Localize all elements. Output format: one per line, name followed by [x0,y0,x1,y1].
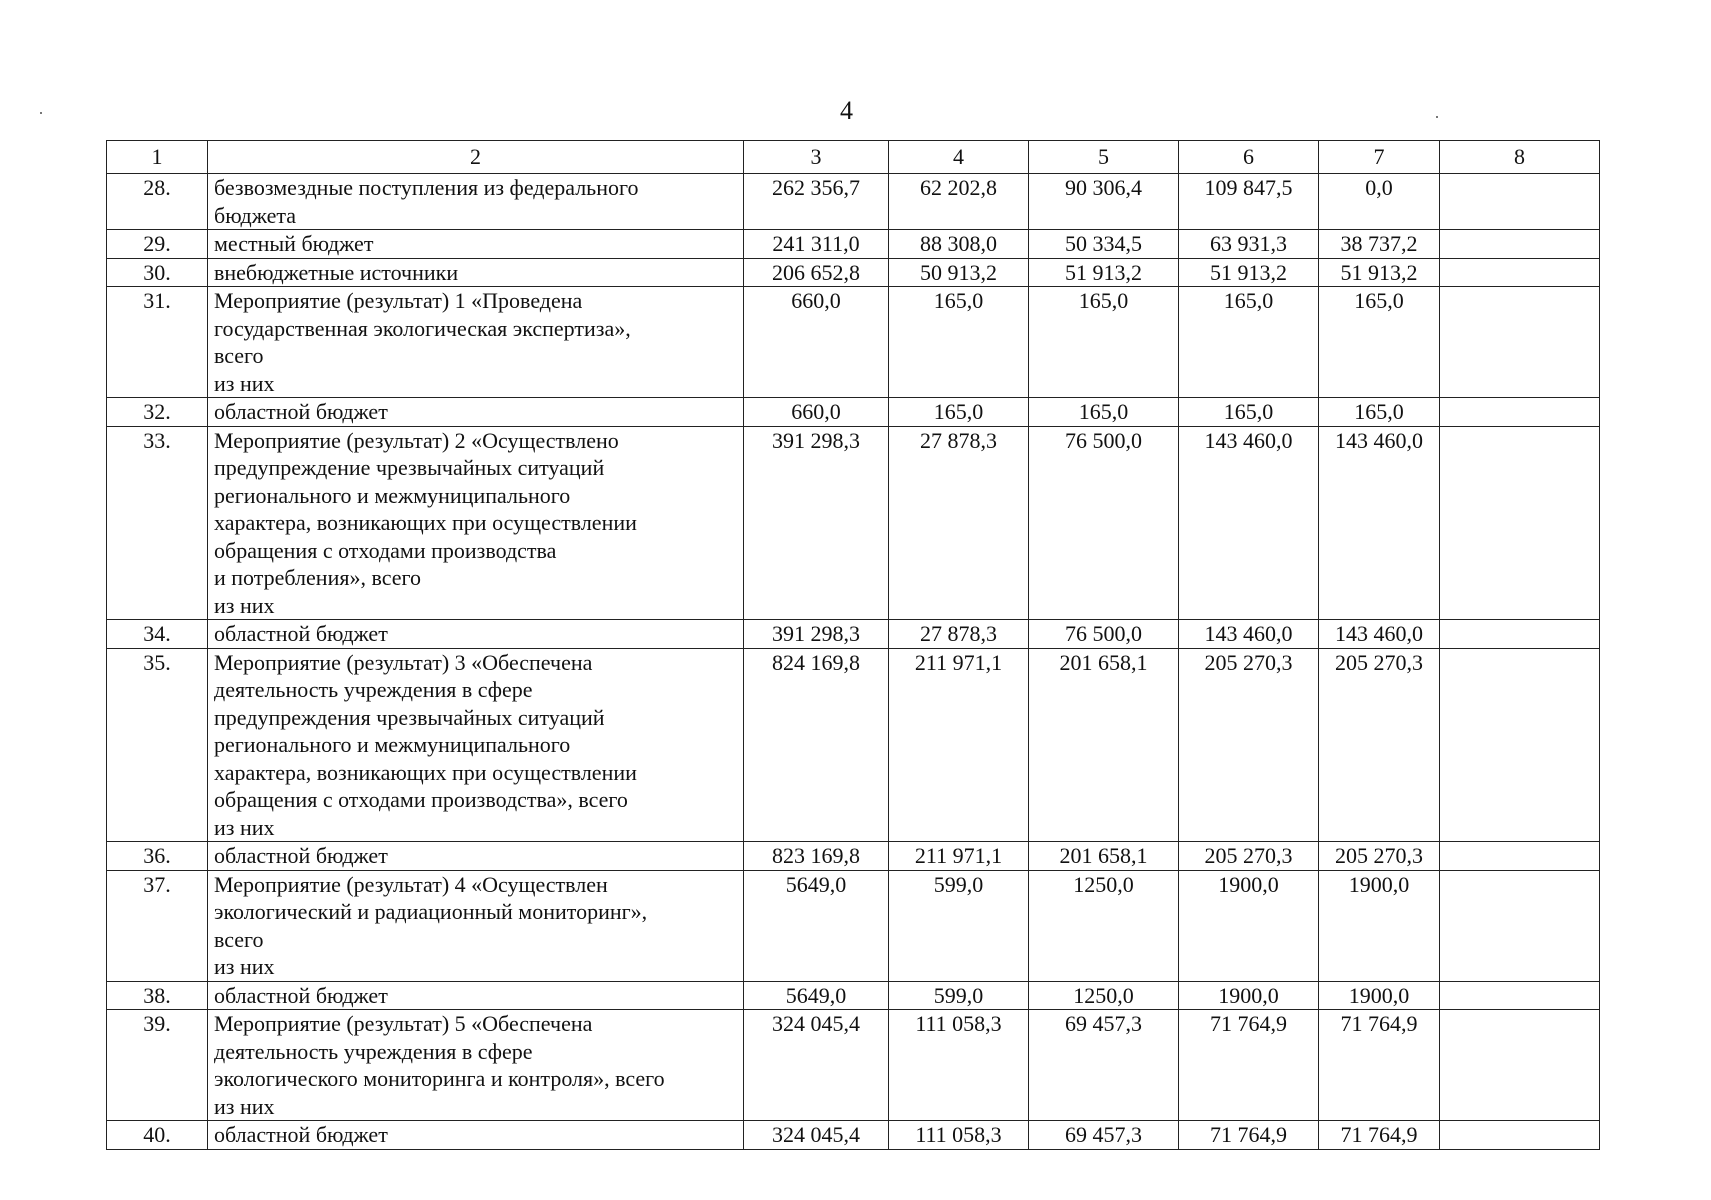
row-name-cell [208,230,744,259]
value-cell-col-3: 324 045,4 [744,1121,889,1150]
value-cell-col-5: 201 658,1 [1029,842,1179,871]
value-cell-col-6: 71 764,9 [1179,1121,1319,1150]
value-cell-col-6: 1900,0 [1179,870,1319,981]
value-cell-col-7: 71 764,9 [1319,1121,1440,1150]
table-row [107,842,1600,871]
value-cell-col-4: 62 202,8 [889,174,1029,230]
row-number-cell: 35. [107,648,208,842]
row-name-line: регионального и межмуниципального [214,482,571,508]
value-cell-col-8 [1440,870,1600,981]
row-name-line: областной бюджет [214,1122,388,1147]
row-name-line: внебюджетные источники [214,259,459,285]
row-name-line: из них [214,814,275,840]
row-name-line: из них [214,1093,275,1119]
row-number-cell: 38. [107,981,208,1010]
scan-speck [1436,116,1438,118]
value-cell-col-3: 824 169,8 [744,648,889,842]
table-row [107,398,1600,427]
row-name-line: всего [214,343,264,368]
row-name-line: областной бюджет [214,621,388,646]
value-cell-col-5: 51 913,2 [1029,258,1179,287]
row-name-line: Мероприятие (результат) 1 «Проведена [214,288,583,313]
value-cell-col-4: 599,0 [889,870,1029,981]
row-name-line: всего [214,926,264,952]
value-cell-col-8 [1440,620,1600,649]
value-cell-col-4: 88 308,0 [889,230,1029,259]
value-cell-col-6: 143 460,0 [1179,426,1319,620]
value-cell-col-4: 27 878,3 [889,620,1029,649]
value-cell-col-8 [1440,1121,1600,1150]
value-cell-col-7: 165,0 [1319,398,1440,427]
header-cell: 5 [1029,141,1179,174]
table-row [107,1010,1600,1121]
row-name-line: экологический и радиационный мониторинг», [214,899,648,924]
value-cell-col-4: 50 913,2 [889,258,1029,287]
table-row [107,620,1600,649]
row-number-cell: 30. [107,258,208,287]
table-row [107,258,1600,287]
value-cell-col-8 [1440,258,1600,287]
value-cell-col-7: 51 913,2 [1319,258,1440,287]
row-name-cell [208,426,744,620]
row-name-cell [208,174,744,230]
value-cell-col-3: 660,0 [744,287,889,398]
row-name-line: государственная экологическая экспертиза», [214,315,631,341]
value-cell-col-4: 27 878,3 [889,426,1029,620]
table-row [107,230,1600,259]
value-cell-col-4: 211 971,1 [889,648,1029,842]
value-cell-col-6: 205 270,3 [1179,842,1319,871]
row-number-cell: 34. [107,620,208,649]
row-name-cell [208,620,744,649]
value-cell-col-6: 51 913,2 [1179,258,1319,287]
row-number-cell: 31. [107,287,208,398]
row-number-cell: 32. [107,398,208,427]
value-cell-col-6: 1900,0 [1179,981,1319,1010]
row-name-line: из них [214,370,275,396]
header-cell: 4 [889,141,1029,174]
row-number-cell: 28. [107,174,208,230]
value-cell-col-6: 143 460,0 [1179,620,1319,649]
value-cell-col-3: 5649,0 [744,870,889,981]
row-name-cell [208,1010,744,1121]
value-cell-col-8 [1440,230,1600,259]
row-name-line: деятельность учреждения в сфере [214,677,533,702]
row-number-cell: 40. [107,1121,208,1150]
value-cell-col-8 [1440,648,1600,842]
value-cell-col-8 [1440,1010,1600,1121]
table-row [107,981,1600,1010]
value-cell-col-3: 823 169,8 [744,842,889,871]
table-body [107,141,1600,1150]
value-cell-col-6: 165,0 [1179,398,1319,427]
value-cell-col-7: 165,0 [1319,287,1440,398]
value-cell-col-3: 391 298,3 [744,426,889,620]
value-cell-col-7: 1900,0 [1319,981,1440,1010]
table-row [107,870,1600,981]
value-cell-col-7: 0,0 [1319,174,1440,230]
value-cell-col-7: 38 737,2 [1319,230,1440,259]
row-name-line: обращения с отходами производства [214,537,557,563]
value-cell-col-7: 1900,0 [1319,870,1440,981]
value-cell-col-7: 71 764,9 [1319,1010,1440,1121]
value-cell-col-5: 69 457,3 [1029,1121,1179,1150]
row-name-line: Мероприятие (результат) 2 «Осуществлено [214,427,619,453]
value-cell-col-5: 1250,0 [1029,981,1179,1010]
row-name-line: Мероприятие (результат) 3 «Обеспечена [214,649,593,675]
value-cell-col-7: 143 460,0 [1319,620,1440,649]
value-cell-col-7: 143 460,0 [1319,426,1440,620]
value-cell-col-4: 211 971,1 [889,842,1029,871]
row-name-line: бюджета [214,202,297,228]
row-name-line: областной бюджет [214,982,388,1008]
value-cell-col-5: 76 500,0 [1029,426,1179,620]
value-cell-col-8 [1440,981,1600,1010]
row-number-cell: 33. [107,426,208,620]
row-name-cell [208,398,744,427]
value-cell-col-3: 391 298,3 [744,620,889,649]
value-cell-col-3: 324 045,4 [744,1010,889,1121]
row-name-line: обращения с отходами производства», всего [214,787,628,812]
row-name-cell [208,981,744,1010]
row-name-cell [208,258,744,287]
row-number-cell: 37. [107,870,208,981]
value-cell-col-7: 205 270,3 [1319,648,1440,842]
table-row [107,174,1600,230]
value-cell-col-4: 111 058,3 [889,1121,1029,1150]
value-cell-col-6: 71 764,9 [1179,1010,1319,1121]
row-name-cell [208,842,744,871]
budget-table [106,140,1600,1150]
value-cell-col-7: 205 270,3 [1319,842,1440,871]
row-name-line: деятельность учреждения в сфере [214,1038,533,1064]
value-cell-col-5: 69 457,3 [1029,1010,1179,1121]
table-row [107,287,1600,398]
row-name-line: из них [214,954,275,979]
header-cell: 7 [1319,141,1440,174]
row-name-line: из них [214,592,275,618]
value-cell-col-6: 165,0 [1179,287,1319,398]
header-cell: 2 [208,141,744,174]
header-cell: 3 [744,141,889,174]
row-name-line: Мероприятие (результат) 4 «Осуществлен [214,871,608,897]
value-cell-col-8 [1440,398,1600,427]
value-cell-col-3: 660,0 [744,398,889,427]
row-name-cell [208,1121,744,1150]
row-number-cell: 29. [107,230,208,259]
row-name-line: и потребления», всего [214,565,421,590]
value-cell-col-4: 165,0 [889,398,1029,427]
value-cell-col-3: 5649,0 [744,981,889,1010]
row-name-line: областной бюджет [214,399,388,424]
page-number: 4 [840,96,853,125]
row-name-cell [208,870,744,981]
row-name-line: экологического мониторинга и контроля», всего [214,1066,665,1091]
row-name-line: местный бюджет [214,231,374,256]
table-row [107,648,1600,842]
table-row [107,426,1600,620]
row-name-cell [208,648,744,842]
header-cell: 6 [1179,141,1319,174]
value-cell-col-6: 63 931,3 [1179,230,1319,259]
table-row [107,1121,1600,1150]
value-cell-col-4: 111 058,3 [889,1010,1029,1121]
value-cell-col-5: 165,0 [1029,398,1179,427]
value-cell-col-6: 109 847,5 [1179,174,1319,230]
row-number-cell: 39. [107,1010,208,1121]
value-cell-col-5: 201 658,1 [1029,648,1179,842]
value-cell-col-4: 165,0 [889,287,1029,398]
row-number-cell: 36. [107,842,208,871]
value-cell-col-5: 50 334,5 [1029,230,1179,259]
value-cell-col-8 [1440,287,1600,398]
row-name-line: областной бюджет [214,843,388,868]
value-cell-col-5: 1250,0 [1029,870,1179,981]
row-name-line: характера, возникающих при осуществлении [214,759,637,785]
value-cell-col-3: 206 652,8 [744,258,889,287]
row-name-line: безвозмездные поступления из федерального [214,175,639,200]
header-cell: 8 [1440,141,1600,174]
value-cell-col-5: 90 306,4 [1029,174,1179,230]
header-cell: 1 [107,141,208,174]
value-cell-col-4: 599,0 [889,981,1029,1010]
row-name-cell [208,287,744,398]
value-cell-col-8 [1440,174,1600,230]
value-cell-col-8 [1440,842,1600,871]
value-cell-col-5: 76 500,0 [1029,620,1179,649]
value-cell-col-3: 262 356,7 [744,174,889,230]
value-cell-col-6: 205 270,3 [1179,648,1319,842]
table-header-row [107,141,1600,174]
row-name-line: предупреждение чрезвычайных ситуаций [214,455,605,480]
value-cell-col-8 [1440,426,1600,620]
value-cell-col-5: 165,0 [1029,287,1179,398]
value-cell-col-3: 241 311,0 [744,230,889,259]
scan-speck [40,112,42,114]
row-name-line: предупреждения чрезвычайных ситуаций [214,704,605,730]
row-name-line: Мероприятие (результат) 5 «Обеспечена [214,1011,593,1036]
row-name-line: характера, возникающих при осуществлении [214,510,637,535]
row-name-line: регионального и межмуниципального [214,732,571,757]
